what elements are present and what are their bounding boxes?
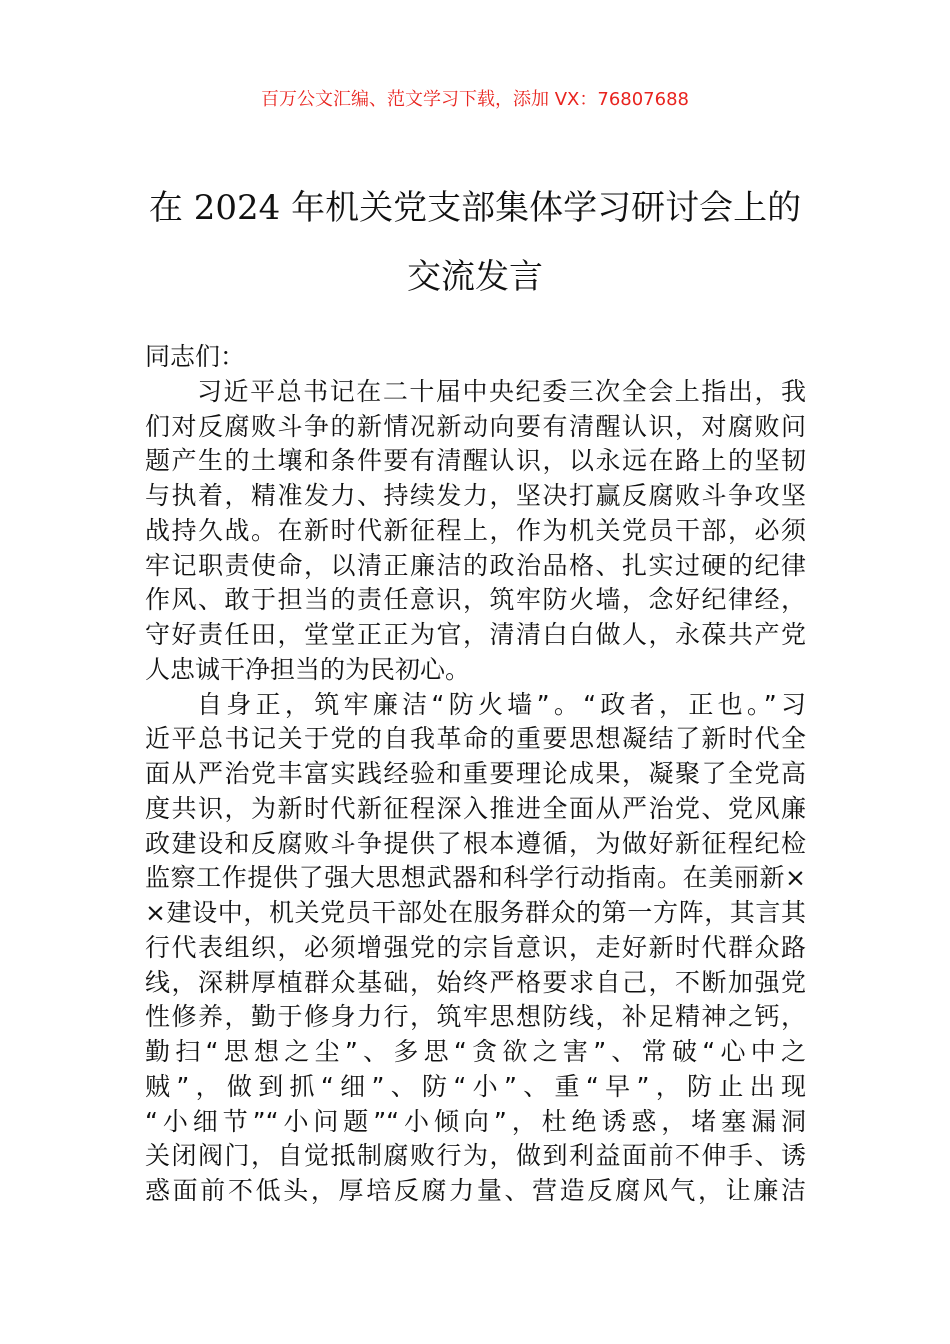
text-line: 近平总书记关于党的自我革命的重要思想凝结了新时代全 [145, 724, 806, 754]
text-line: 习近平总书记在二十届中央纪委三次全会上指出，我 [197, 376, 806, 406]
text-line: 们对反腐败斗争的新情况新动向要有清醒认识，对腐败问 [145, 411, 806, 441]
paragraph-1 [145, 375, 806, 688]
paragraph-2 [145, 688, 806, 1209]
text-line: 面从严治党丰富实践经验和重要理论成果，凝聚了全党高 [145, 759, 806, 788]
document-title-line-1: 在 2024 年机关党支部集体学习研讨会上的 [148, 188, 802, 228]
text-line: 贼”，做到抓“细”、防“小”、重“早”，防止出现 [145, 1071, 806, 1101]
text-line: 性修养，勤于修身力行，筑牢思想防线，补足精神之钙， [145, 1002, 806, 1032]
document-body [145, 340, 806, 1209]
text-line: 行代表组织，必须增强党的宗旨意识，走好新时代群众路 [145, 932, 806, 962]
greeting: 同志们： [145, 342, 246, 371]
text-line: 关闭阀门，自觉抵制腐败行为，做到利益面前不伸手、诱 [145, 1141, 806, 1171]
text-line: 守好责任田，堂堂正正为官，清清白白做人，永葆共产党 [145, 620, 806, 649]
text-line: 监察工作提供了强大思想武器和科学行动指南。在美丽新× [145, 863, 806, 893]
document-title-line-2: 交流发言 [407, 257, 543, 297]
text-line: 与执着，精准发力、持续发力，坚决打赢反腐败斗争攻坚 [145, 481, 806, 510]
text-line: “小细节”“小问题”“小倾向”，杜绝诱惑，堵塞漏洞 [145, 1106, 806, 1136]
text-line: 度共识，为新时代新征程深入推进全面从严治党、党风廉 [145, 793, 806, 823]
text-line: 自身正，筑牢廉洁“防火墙”。“政者，正也。”习 [197, 689, 806, 719]
text-line: 作风、敢于担当的责任意识，筑牢防火墙，念好纪律经， [145, 585, 806, 615]
text-line: 勤扫“思想之尘”、多思“贪欲之害”、常破“心中之 [145, 1037, 806, 1066]
text-line: 惑面前不低头，厚培反腐力量、营造反腐风气，让廉洁 [145, 1176, 806, 1205]
text-line: 战持久战。在新时代新征程上，作为机关党员干部，必须 [145, 515, 806, 545]
watermark-header: 百万公文汇编、范文学习下载，添加 VX：76807688 [261, 89, 689, 110]
text-line: 线，深耕厚植群众基础，始终严格要求自己，不断加强党 [145, 967, 806, 997]
text-line: 题产生的土壤和条件要有清醒认识，以永远在路上的坚韧 [145, 446, 806, 476]
text-line: 牢记职责使命，以清正廉洁的政治品格、扎实过硬的纪律 [145, 550, 806, 580]
text-line: ×建设中，机关党员干部处在服务群众的第一方阵，其言其 [145, 898, 806, 927]
text-line: 人忠诚干净担当的为民初心。 [145, 654, 471, 684]
text-line: 政建设和反腐败斗争提供了根本遵循，为做好新征程纪检 [145, 828, 806, 858]
